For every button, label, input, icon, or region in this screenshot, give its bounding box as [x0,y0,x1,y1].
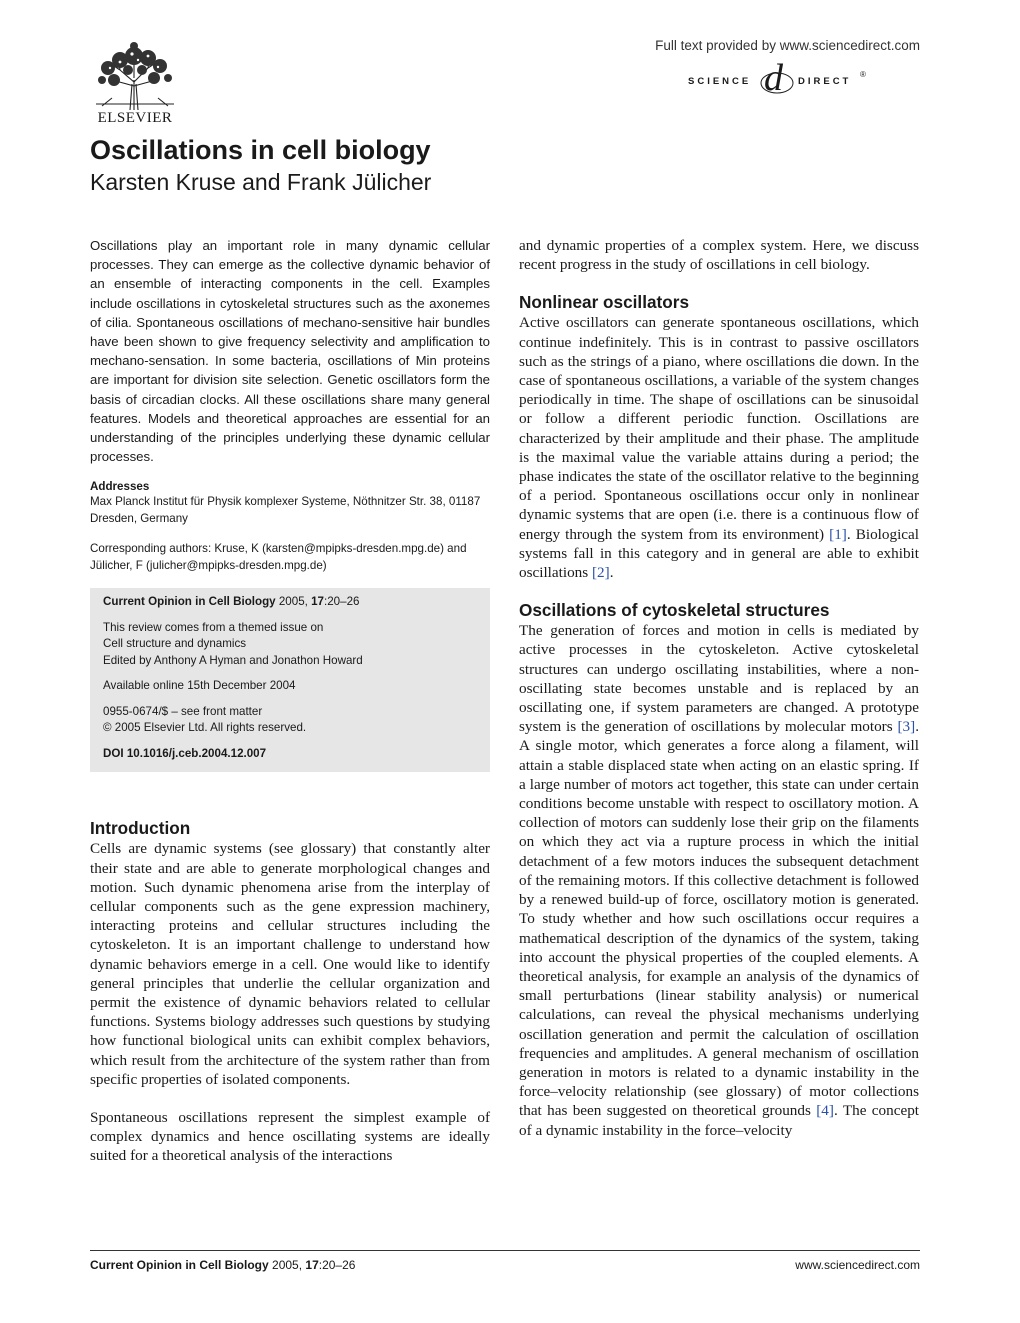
cytoskeletal-paragraph [519,621,919,1139]
introduction-p1: Cells are dynamic systems (see glossary) that constantly alter their state and are able to generate morphological changes and motion. Such dynamic phenomena arise from the interplay of cellular components such as the gene expression machinery, interacting proteins and cellular structures including the cytoskeleton. It is an important challenge to understand how dynamic behaviors emerge in a cell. One would like to identify general principles that underlie the cellular organization and permit the existence of dynamic behaviors related to cellular functions. Systems biology addresses such questions by studying how functional biological units can exhibit complex behaviors, which result from the architecture of the system rather than from specific properties of isolated components. [90,840,490,1088]
nonlinear-text-b: . Biological systems fall in this category and in general are able to exhibit oscillations [519,525,919,582]
article-info-box [90,588,490,772]
nonlinear-heading: Nonlinear oscillators [519,292,690,313]
cyto-text-b: . A single motor, which generates a force along a filament, will attain a stable displaced state when acting on an elastic spring. If a large number of motors act together, this state can under certain conditions become unstable with respect to oscillatory motion. A collection of motors can suddenly lose their grip on the filaments on which they act via a rupture process in which the initial detachment of a few motors induces the subsequent detachment of the remaining motors. If this collective detachment is followed by a renewed build-up of force, oscillatory motion is generated. To study whether and how such oscillations occur requires a mathematical description of the dynamics of the system, taking into account the physical properties of the coupled elements. A theoretical analysis, for example an analysis of the dynamics of small perturbations (linear stability analysis) or numerical calculations, can reveal the physical mechanisms underlying oscillation generation and permit the calculation of oscillation frequencies and amplitudes. A general mechanism of oscillation generation in motors is related to a dynamic instability in the force–velocity relationship (see glossary) of motor collections that has been suggested on theoretical grounds [519,718,919,1120]
ref-3-link[interactable]: [3] [897,718,916,736]
info-year: 2005, [278,595,308,609]
addresses-heading: Addresses [90,480,150,494]
footer-journal: Current Opinion in Cell Biology [90,1258,269,1272]
sd-science-text: SCIENCE [688,76,752,87]
sd-d-mark: d [764,57,783,99]
nonlinear-text-a: Active oscillators can generate spontaneous oscillations, which continue indefinitely. This is in contrast to passive oscillators such as the strings of a piano, where oscillations die down. In the case of spontaneous oscillations, a variable of the system changes periodically in time. The shape of oscillations can be sinusoidal or follow a different periodic function. Oscillations are characterized by their amplitude and their phase. The amplitude is the maximal value the variable attains during a period; the phase indicates the state of the oscillator relative to the beginning of a period. Spontaneous oscillations occur only in nonlinear dynamic systems that are open (i.e. there is a continuous flow of energy through the system from its environment) [519,314,919,543]
ref-2-link[interactable]: [2] [591,564,610,582]
ref-4-link[interactable]: [4] [816,1102,834,1120]
nonlinear-paragraph [519,313,919,582]
sd-registered-mark: ® [860,70,866,79]
fulltext-notice[interactable]: Full text provided by www.sciencedirect.com [655,38,920,53]
corresponding-authors: Corresponding authors: Kruse, K (karsten@mpipks-dresden.mpg.de) and Jülicher, F (julicher@mpipks-dresden.mpg.de) [90,542,467,573]
nonlinear-text-c: . [609,564,614,582]
info-copyright: © 2005 Elsevier Ltd. All rights reserved. [103,721,307,735]
info-issn: 0955-0674/$ – see front matter [103,704,263,718]
info-citation [103,594,478,611]
info-theme-2: Cell structure and dynamics [103,637,247,651]
cyto-text-a: The generation of forces and motion in cells is mediated by active processes in the cytoskeleton. Active cytoskeletal structures can undergo oscillating instabilities, where a non-oscillating state becomes unstable and is replaced by an oscillating one, if system parameters are changed. A prototype system is the generation of oscillations by molecular motors [519,622,919,736]
left-column [90,236,490,1166]
sd-direct-text: DIRECT [798,76,852,87]
footer-year: 2005, [272,1258,303,1272]
abstract [90,236,490,466]
footer-volume: 17 [305,1258,319,1272]
intro-continued: and dynamic properties of a complex system. Here, we discuss recent progress in the study of oscillations in cell biology. [519,237,919,274]
abstract-text: Oscillations play an important role in many dynamic cellular processes. They can emerge as the collective dynamic behavior of an ensemble of interacting components in the cell. Examples include oscillations in cytoskeletal structures such as the axonemes of cilia. Spontaneous oscillations of mechano-sensitive hair bundles have been shown to give frequency selectivity and amplification to mechano-sensation. In some bacteria, oscillations of Min proteins are important for division site selection. Genetic oscillators form the basis of circadian clocks. All these oscillations share many general features. Models and theoretical approaches are essential for an understanding of the principles underlying these dynamic cellular processes. [90,238,490,465]
sd-ring-icon [758,64,796,100]
article-authors: Karsten Kruse and Frank Jülicher [90,169,432,195]
article-title: Oscillations in cell biology [90,135,431,165]
ref-1-link[interactable]: [1] [829,525,847,543]
footer-pages: :20–26 [318,1258,356,1272]
info-doi[interactable]: DOI 10.1016/j.ceb.2004.12.007 [103,746,267,760]
introduction-p2: Spontaneous oscillations represent the simplest example of complex dynamics and hence oscillating systems are ideally suited for a theoretical analysis of the interactions [90,1109,490,1165]
introduction-heading: Introduction [90,818,191,839]
info-journal: Current Opinion in Cell Biology [103,595,276,609]
footer-rule [90,1250,920,1251]
info-pages: :20–26 [324,595,360,609]
addresses-text: Max Planck Institut für Physik komplexer Systeme, Nöthnitzer Str. 38, 01187 Dresden, Germany [90,495,481,526]
sciencedirect-logo [688,57,923,100]
introduction-section [90,818,490,1165]
info-available: Available online 15th December 2004 [103,679,296,693]
footer-citation [90,1258,355,1272]
cytoskeletal-heading: Oscillations of cytoskeletal structures [519,600,830,621]
cyto-text-c: . The concept of a dynamic instability in the force–velocity [519,1102,920,1139]
right-column [519,236,919,1140]
info-theme-3: Edited by Anthony A Hyman and Jonathon Howard [103,653,363,667]
footer-url[interactable]: www.sciencedirect.com [795,1258,920,1272]
publisher-wordmark: ELSEVIER [97,110,173,126]
info-theme-1: This review comes from a themed issue on [103,620,324,634]
info-volume: 17 [311,595,325,609]
